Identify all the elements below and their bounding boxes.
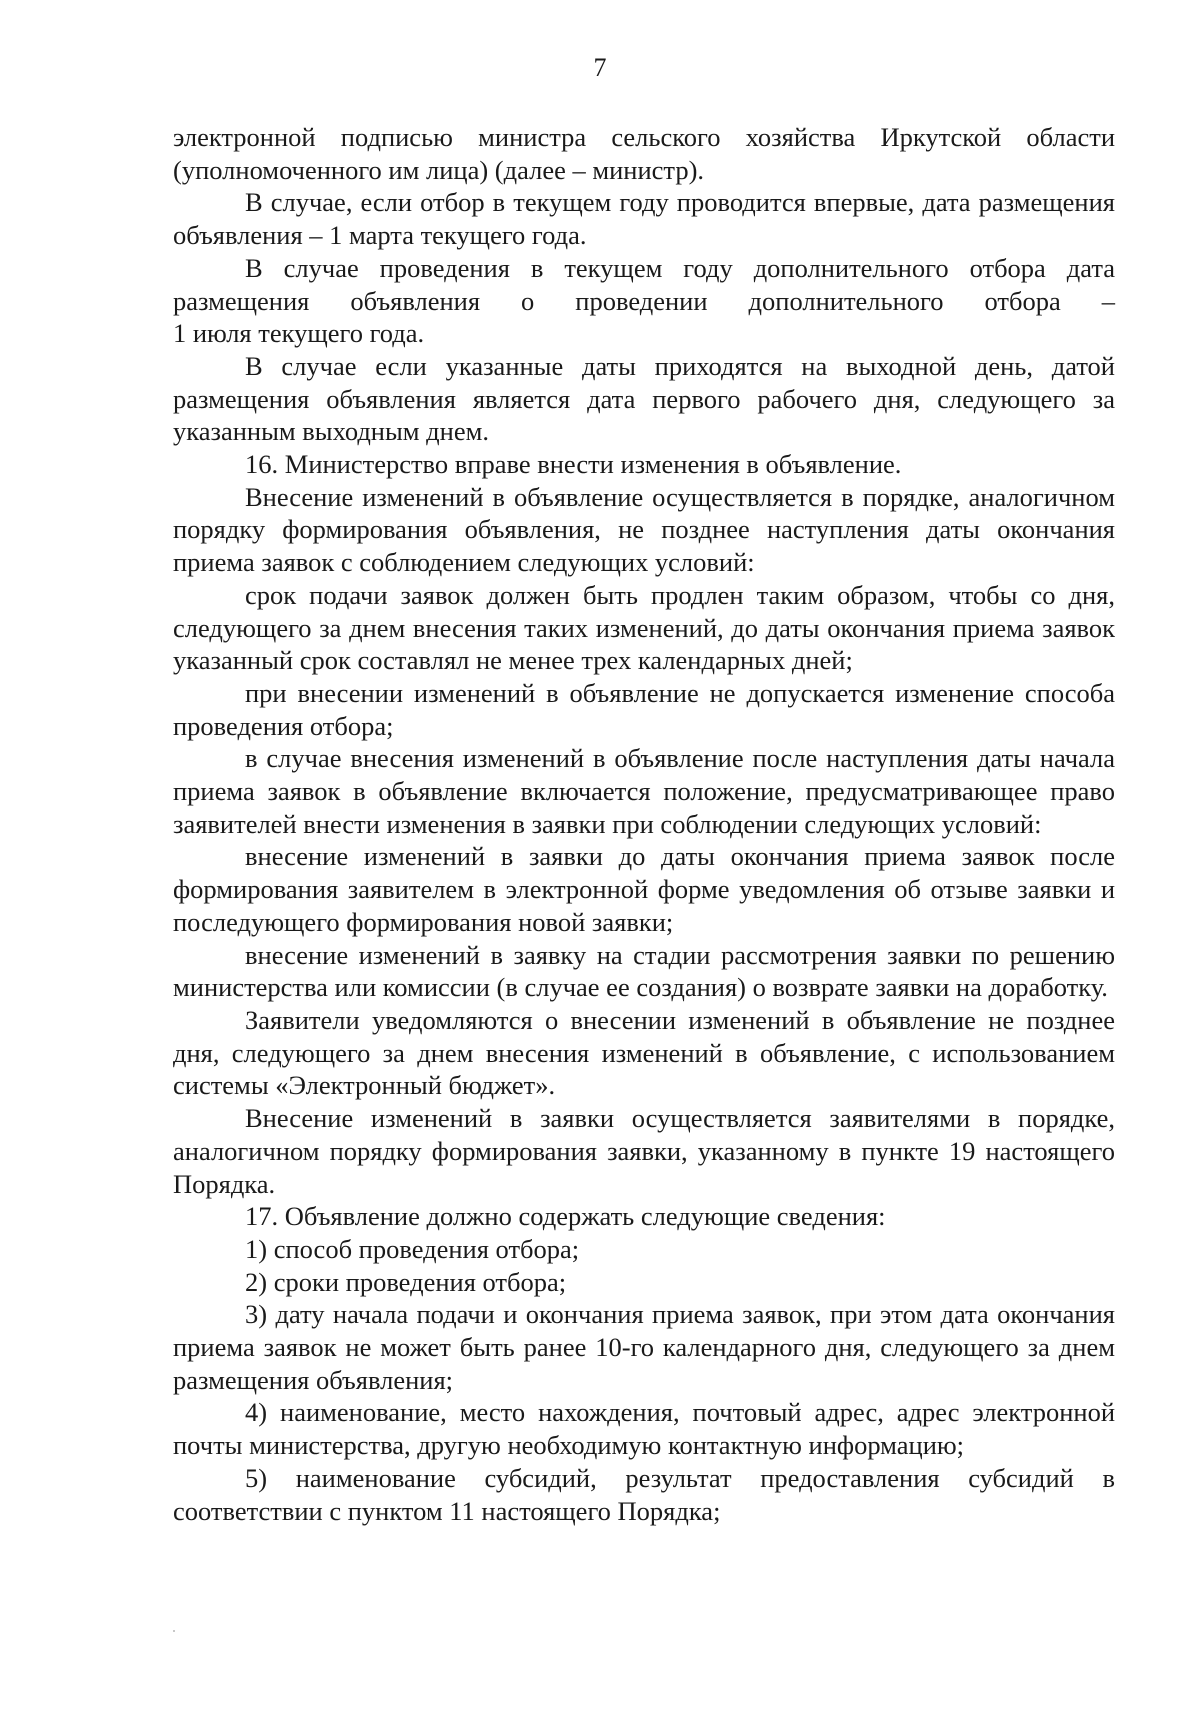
list-item-5: 5) наименование субсидий, результат предоставления субсидий в соответствии с пунктом 11 настоящего Порядка;	[173, 1462, 1115, 1526]
paragraph-application-changes: Внесение изменений в заявки осуществляется заявителями в порядке, аналогичном порядку формирования заявки, указанному в пункте 19 настоящего Порядка.	[173, 1103, 1115, 1199]
paragraph-additional-selection-date-end: 1 июля текущего года.	[173, 318, 425, 349]
paragraph-changes-before-deadline: внесение изменений в заявки до даты окончания приема заявок после формирования заявителем в электронной форме уведомления об отзыве заявки и последующего формирования новой заявки;	[173, 841, 1115, 937]
paragraph-first-selection-date: В случае, если отбор в текущем году проводится впервые, дата размещения объявления – 1 марта текущего года.	[173, 187, 1115, 251]
list-item-4: 4) наименование, место нахождения, почтовый адрес, адрес электронной почты министерства, другую необходимую контактную информацию;	[173, 1397, 1115, 1461]
page-number: 7	[593, 53, 607, 82]
paragraph-weekend-rule: В случае если указанные даты приходятся на выходной день, датой размещения объявления является дата первого рабочего дня, следующего за указанным выходным днем.	[173, 350, 1115, 447]
paragraph-deadline-extension: срок подачи заявок должен быть продлен таким образом, чтобы со дня, следующего за днем внесения таких изменений, до даты окончания приема заявок указанный срок составлял не менее трех календарных дней;	[173, 579, 1115, 676]
list-item-1: 1) способ проведения отбора;	[245, 1233, 580, 1264]
list-item-2: 2) сроки проведения отбора;	[245, 1266, 567, 1297]
paragraph-signature-continuation: электронной подписью министра сельского хозяйства Иркутской области (уполномоченного им лица) (далее – министр).	[173, 122, 1115, 185]
paragraph-item-17: 17. Объявление должно содержать следующие сведения:	[245, 1201, 886, 1232]
paragraph-changes-on-review: внесение изменений в заявку на стадии рассмотрения заявки по решению министерства или комиссии (в случае ее создания) о возврате заявки на доработку.	[173, 939, 1115, 1003]
document-body	[173, 121, 1115, 1527]
paragraph-applicant-right: в случае внесения изменений в объявление после наступления даты начала приема заявок в объявление включается положение, предусматривающее право заявителей внести изменения в заявки при соблюдении следующих условий:	[173, 743, 1115, 839]
paragraph-method-unchanged: при внесении изменений в объявление не допускается изменение способа проведения отбора;	[173, 677, 1115, 741]
paragraph-notification: Заявители уведомляются о внесении изменений в объявление не позднее дня, следующего за днем внесения изменений в объявление, с использованием системы «Электронный бюджет».	[173, 1004, 1115, 1101]
list-item-3: 3) дату начала подачи и окончания приема заявок, при этом дата окончания приема заявок не может быть ранее 10-го календарного дня, следующего за днем размещения объявления;	[173, 1299, 1115, 1395]
paragraph-additional-selection-date: В случае проведения в текущем году дополнительного отбора дата размещения объявления о проведении дополнительного отбора –	[173, 252, 1115, 316]
paragraph-item-16: 16. Министерство вправе внести изменения в объявление.	[245, 449, 902, 480]
paragraph-changes-procedure: Внесение изменений в объявление осуществляется в порядке, аналогичном порядку формирования объявления, не позднее наступления даты окончания приема заявок с соблюдением следующих условий:	[173, 481, 1115, 578]
scan-speck	[173, 1630, 175, 1632]
